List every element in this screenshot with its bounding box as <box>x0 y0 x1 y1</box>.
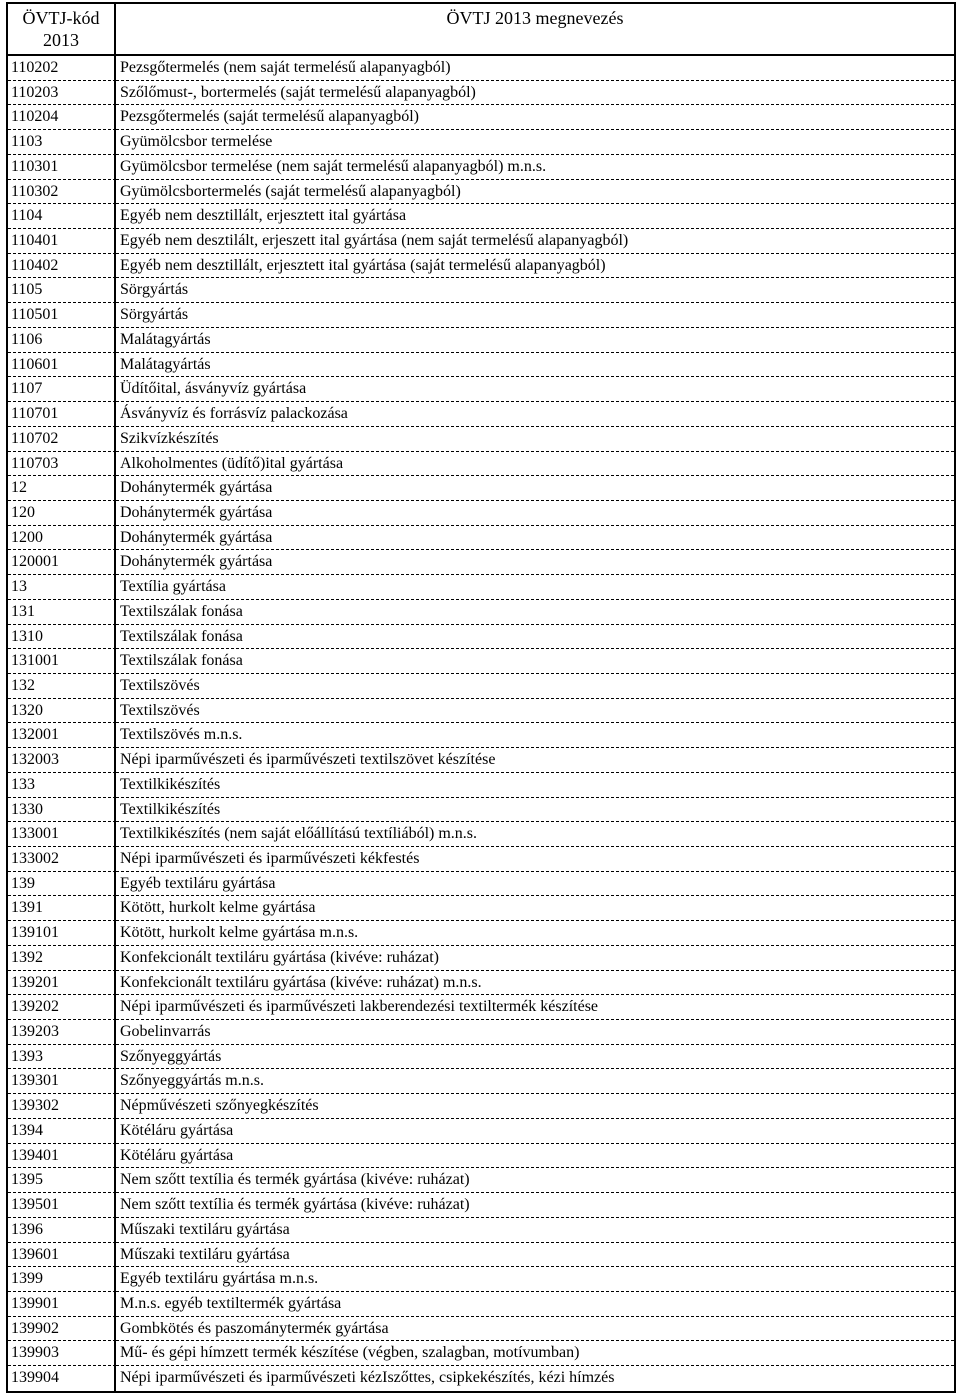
table-row <box>8 575 954 600</box>
row-name: Textilkikészítés <box>116 798 954 823</box>
row-name: Szőnyeggyártás m.n.s. <box>116 1069 954 1094</box>
row-code: 110203 <box>8 81 116 106</box>
row-code: 120001 <box>8 550 116 575</box>
table-row <box>8 180 954 205</box>
row-name: Gyümölcsbor termelése <box>116 130 954 155</box>
table-row <box>8 1168 954 1193</box>
table-row <box>8 56 954 81</box>
row-name: Szőlőmust-, bortermelés (saját termelésű alapanyagból) <box>116 81 954 106</box>
row-name: Textilszálak fonása <box>116 600 954 625</box>
table-row <box>8 155 954 180</box>
name-header-label: ÖVTJ 2013 megnevezés <box>446 8 624 28</box>
table-row <box>8 625 954 650</box>
row-code: 1394 <box>8 1119 116 1144</box>
row-code: 1104 <box>8 204 116 229</box>
row-name: Malátagyártás <box>116 353 954 378</box>
table-row <box>8 1243 954 1268</box>
table-row <box>8 921 954 946</box>
row-code: 133 <box>8 773 116 798</box>
table-row <box>8 995 954 1020</box>
code-column-header <box>8 4 116 54</box>
code-table <box>6 2 956 1393</box>
row-code: 133001 <box>8 822 116 847</box>
code-header-label: ÖVTJ-kód <box>22 8 100 28</box>
row-code: 1391 <box>8 896 116 921</box>
row-code: 139501 <box>8 1193 116 1218</box>
row-name: Egyéb nem desztillált, erjesztett ital gyártása (saját termelésű alapanyagból) <box>116 254 954 279</box>
row-name: Gyümölcsbortermelés (saját termelésű alapanyagból) <box>116 180 954 205</box>
row-code: 132 <box>8 674 116 699</box>
table-row <box>8 501 954 526</box>
row-name: Kötött, hurkolt kelme gyártása <box>116 896 954 921</box>
table-row <box>8 377 954 402</box>
table-row <box>8 476 954 501</box>
row-name: Dohánytermék gyártása <box>116 476 954 501</box>
row-code: 139903 <box>8 1341 116 1366</box>
row-code: 131 <box>8 600 116 625</box>
row-code: 139203 <box>8 1020 116 1045</box>
table-row <box>8 1119 954 1144</box>
row-code: 1393 <box>8 1045 116 1070</box>
row-name: Dohánytermék gyártása <box>116 550 954 575</box>
row-name: Textilszövés <box>116 674 954 699</box>
row-code: 139101 <box>8 921 116 946</box>
table-row <box>8 550 954 575</box>
row-name: Konfekcionált textiláru gyártása (kivéve: ruházat) <box>116 946 954 971</box>
table-row <box>8 1267 954 1292</box>
table-row <box>8 798 954 823</box>
row-code: 139401 <box>8 1144 116 1169</box>
table-row <box>8 1069 954 1094</box>
table-row <box>8 822 954 847</box>
row-code: 1330 <box>8 798 116 823</box>
table-row <box>8 402 954 427</box>
table-row <box>8 896 954 921</box>
row-name: Gyümölcsbor termelése (nem saját termelésű alapanyagból) m.n.s. <box>116 155 954 180</box>
row-code: 1320 <box>8 699 116 724</box>
table-row <box>8 847 954 872</box>
row-name: Ásványvíz és forrásvíz palackozása <box>116 402 954 427</box>
row-name: Gombkötés és paszományterméк gyártása <box>116 1317 954 1342</box>
row-code: 1200 <box>8 526 116 551</box>
row-code: 110402 <box>8 254 116 279</box>
row-code: 110202 <box>8 56 116 81</box>
row-code: 139901 <box>8 1292 116 1317</box>
table-row <box>8 1094 954 1119</box>
row-code: 139601 <box>8 1243 116 1268</box>
row-name: Textilszövés <box>116 699 954 724</box>
table-row <box>8 278 954 303</box>
row-name: M.n.s. egyéb textiltermék gyártása <box>116 1292 954 1317</box>
row-name: Egyéb textiláru gyártása m.n.s. <box>116 1267 954 1292</box>
table-row <box>8 1317 954 1342</box>
row-name: Mű- és gépi hímzett termék készítése (végben, szalagban, motívumban) <box>116 1341 954 1366</box>
row-name: Nem szőtt textília és termék gyártása (kivéve: ruházat) <box>116 1193 954 1218</box>
row-name: Népi iparművészeti és iparművészeti kékfestés <box>116 847 954 872</box>
row-name: Népi iparművészeti és iparművészeti textilszövet készítése <box>116 748 954 773</box>
row-name: Dohánytermék gyártása <box>116 526 954 551</box>
row-name: Textilszálak fonása <box>116 649 954 674</box>
row-name: Sörgyártás <box>116 278 954 303</box>
table-row <box>8 526 954 551</box>
row-code: 12 <box>8 476 116 501</box>
row-code: 1396 <box>8 1218 116 1243</box>
table-row <box>8 674 954 699</box>
table-row <box>8 1218 954 1243</box>
row-name: Textilszövés m.n.s. <box>116 723 954 748</box>
row-name: Népi iparművészeti és iparművészeti kézIszőttes, csipkekészítés, kézi hímzés <box>120 1369 615 1387</box>
row-name: Kötéláru gyártása <box>116 1119 954 1144</box>
table-body <box>8 56 954 1391</box>
row-code: 1107 <box>8 377 116 402</box>
row-name: Kötéláru gyártása <box>116 1144 954 1169</box>
table-row <box>8 303 954 328</box>
row-code: 139302 <box>8 1094 116 1119</box>
row-code: 120 <box>8 501 116 526</box>
row-name: Textilszálak fonása <box>116 625 954 650</box>
table-row <box>8 1144 954 1169</box>
table-row <box>8 1341 954 1366</box>
row-name: Textília gyártása <box>116 575 954 600</box>
row-code: 1399 <box>8 1267 116 1292</box>
table-row <box>8 1020 954 1045</box>
row-code: 132001 <box>8 723 116 748</box>
table-row <box>8 946 954 971</box>
row-code: 131001 <box>8 649 116 674</box>
table-row <box>8 649 954 674</box>
row-code: 1105 <box>8 278 116 303</box>
row-code: 110204 <box>8 105 116 130</box>
table-row <box>8 1292 954 1317</box>
row-code: 13 <box>8 575 116 600</box>
table-row <box>8 1045 954 1070</box>
row-code: 139904 <box>8 1366 116 1391</box>
row-name: Textilkikészítés (nem saját előállítású textíliából) m.n.s. <box>116 822 954 847</box>
row-code: 1392 <box>8 946 116 971</box>
table-row <box>8 229 954 254</box>
table-row <box>8 1193 954 1218</box>
table-row <box>8 427 954 452</box>
row-name: Egyéb nem desztillált, erjesztett ital gyártása <box>116 204 954 229</box>
row-code: 139 <box>8 872 116 897</box>
table-row <box>8 353 954 378</box>
row-code: 1103 <box>8 130 116 155</box>
row-code: 110401 <box>8 229 116 254</box>
table-row <box>8 130 954 155</box>
row-name: Népművészeti szőnyegkészítés <box>116 1094 954 1119</box>
row-name: Gobelinvarrás <box>116 1020 954 1045</box>
row-code: 110302 <box>8 180 116 205</box>
row-name: Kötött, hurkolt kelme gyártása m.n.s. <box>116 921 954 946</box>
row-code: 132003 <box>8 748 116 773</box>
table-row <box>8 452 954 477</box>
table-row <box>8 1366 954 1391</box>
row-code: 110703 <box>8 452 116 477</box>
row-code: 139301 <box>8 1069 116 1094</box>
row-code: 133002 <box>8 847 116 872</box>
row-name: Konfekcionált textiláru gyártása (kivéve: ruházat) m.n.s. <box>116 971 954 996</box>
row-code: 110501 <box>8 303 116 328</box>
row-code: 139201 <box>8 971 116 996</box>
table-row <box>8 204 954 229</box>
row-name: Dohánytermék gyártása <box>116 501 954 526</box>
table-row <box>8 254 954 279</box>
row-name: Üdítőital, ásványvíz gyártása <box>116 377 954 402</box>
row-name: Pezsgőtermelés (nem saját termelésű alapanyagból) <box>116 56 954 81</box>
table-header <box>8 4 954 56</box>
row-name: Műszaki textiláru gyártása <box>116 1243 954 1268</box>
name-column-header <box>116 4 954 54</box>
table-row <box>8 105 954 130</box>
table-row <box>8 328 954 353</box>
row-name: Szikvízkészítés <box>116 427 954 452</box>
table-row <box>8 699 954 724</box>
table-row <box>8 971 954 996</box>
row-code: 110701 <box>8 402 116 427</box>
row-code: 1395 <box>8 1168 116 1193</box>
row-name: Nem szőtt textília és termék gyártása (kivéve: ruházat) <box>116 1168 954 1193</box>
row-code: 110601 <box>8 353 116 378</box>
row-name: Egyéb nem desztilált, erjeszett ital gyártása (nem saját termelésű alapanyagból) <box>116 229 954 254</box>
table-row <box>8 723 954 748</box>
row-code: 139202 <box>8 995 116 1020</box>
row-name: Szőnyeggyártás <box>116 1045 954 1070</box>
row-name: Pezsgőtermelés (saját termelésű alapanyagból) <box>116 105 954 130</box>
table-row <box>8 600 954 625</box>
row-code: 110301 <box>8 155 116 180</box>
row-code: 1106 <box>8 328 116 353</box>
row-name: Alkoholmentes (üdítő)ital gyártása <box>116 452 954 477</box>
table-row <box>8 748 954 773</box>
row-name: Sörgyártás <box>116 303 954 328</box>
code-header-year: 2013 <box>43 30 79 50</box>
row-code: 139902 <box>8 1317 116 1342</box>
row-name: Műszaki textiláru gyártása <box>116 1218 954 1243</box>
row-code: 1310 <box>8 625 116 650</box>
table-row <box>8 872 954 897</box>
row-code: 110702 <box>8 427 116 452</box>
row-name: Egyéb textiláru gyártása <box>116 872 954 897</box>
table-row <box>8 773 954 798</box>
table-row <box>8 81 954 106</box>
row-name: Malátagyártás <box>116 328 954 353</box>
row-name: Népi iparművészeti és iparművészeti lakberendezési textiltermék készítése <box>116 995 954 1020</box>
row-name: Textilkikészítés <box>116 773 954 798</box>
